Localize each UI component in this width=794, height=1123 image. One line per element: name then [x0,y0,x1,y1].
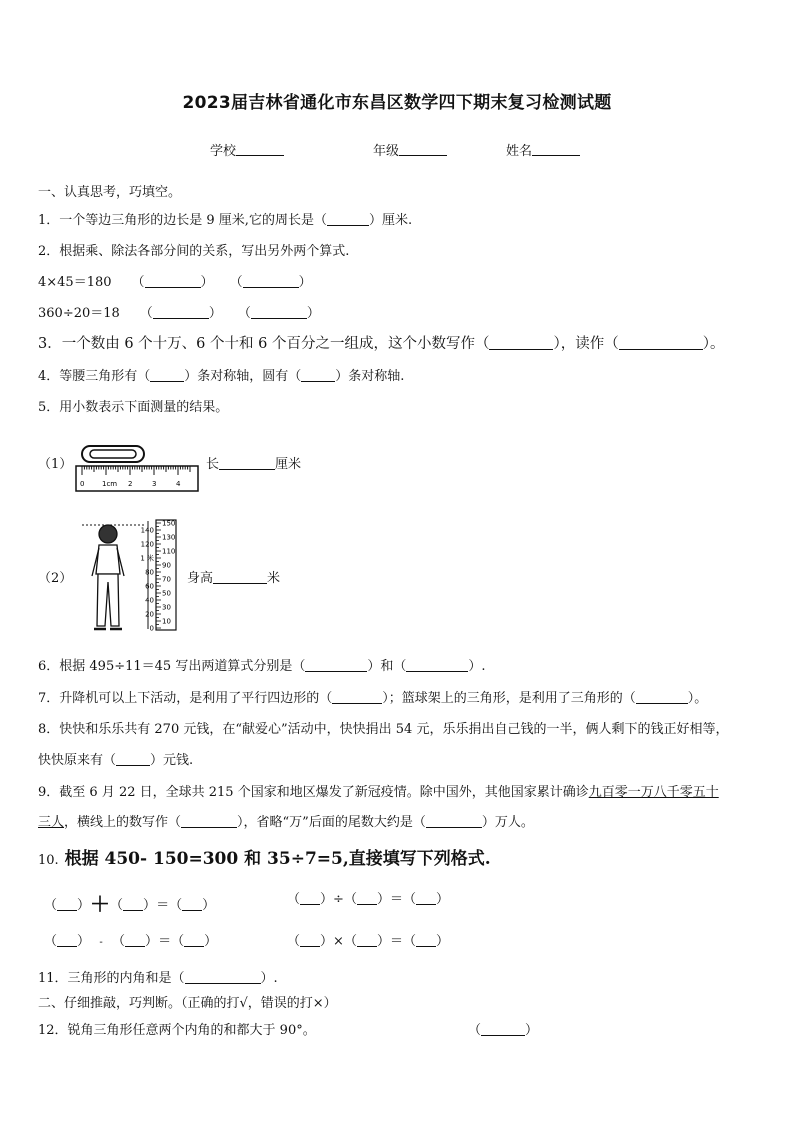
question-1: 1．一个等边三角形的边长是 9 厘米,它的周长是（ ）厘米. [38,213,413,228]
grade-field[interactable] [373,140,447,159]
ruler-tick-label: 2 [128,480,133,488]
question-2-eq1: 4×45＝180 （ ） （ ） [38,275,312,290]
q10-row2-right: （ ）×（ ）＝（ ） [287,934,450,949]
child-figure [92,525,124,629]
question-2: 2．根据乘、除法各部分间的关系，写出另外两个算式. [38,244,350,259]
scale-right-label: 130 [162,533,176,542]
question-11: 11．三角形的内角和是（ ）. [38,971,278,986]
grade-label: 年级 [373,144,400,159]
paperclip-inner [90,450,136,458]
scale-right-label: 50 [162,589,171,598]
question-7: 7．升降机可以上下活动，是利用了平行四边形的（ ）；篮球架上的三角形，是利用了三角形的（ ）。 [38,691,708,706]
scale-left-label: 1 米 [140,554,154,563]
ruler-tick-label: 1cm [102,480,118,488]
school-field[interactable] [210,140,284,159]
q5-part2-answer: 身高 米 [187,571,281,586]
question-12-answer[interactable]: （ ） [468,1023,539,1038]
question-6: 6．根据 495÷11＝45 写出两道算式分别是（ ）和（ ）. [38,659,486,674]
q5-part1-answer: 长 厘米 [206,457,302,472]
scale-left-label: 0 [149,624,154,633]
q10-row1-right: （ ）÷（ ）＝（ ） [287,892,450,907]
section-heading-fill-blank: 一、认真思考，巧填空。 [38,185,182,200]
paperclip-outer [82,446,144,462]
ruler-tick-label: 4 [176,480,181,488]
question-5: 5．用小数表示下面测量的结果。 [38,400,229,415]
ruler-tick-label: 0 [80,480,85,488]
question-3: 3．一个数由 6 个十万、6 个十和 6 个百分之一组成，这个小数写作（ ），读作（ ）。 [38,336,725,352]
scale-left-label: 40 [145,596,154,605]
q5-part2-label: （2） [38,571,73,586]
height-measure-figure [80,518,186,636]
question-4: 4．等腰三角形有（ ）条对称轴，圆有（ ）条对称轴. [38,369,405,384]
question-9-line2: 三人，横线上的数写作（ ），省略“万”后面的尾数大约是（ ）万人。 [38,815,534,830]
question-10: 10. 根据 450- 150=300 和 35÷7=5,直接填写下列格式. [38,849,491,869]
q10-row2-left: （ ） - （ ）＝（ ） [44,934,218,949]
school-label: 学校 [210,144,237,159]
scale-left-label: 60 [145,582,154,591]
q10-row1-left: （ ）＋（ ）＝（ ） [44,892,216,916]
scale-right-label: 90 [162,561,171,570]
q5-part1-label: （1） [38,457,73,472]
name-field[interactable] [506,140,580,159]
name-label: 姓名 [506,144,533,159]
scale-right-label: 110 [162,547,176,556]
scale-left-label: 120 [140,540,154,549]
question-12: 12．锐角三角形任意两个内角的和都大于 90°。 [38,1023,316,1038]
ruler-paperclip-figure [72,438,204,496]
section-heading-judge: 二、仔细推敲，巧判断。（正确的打√，错误的打×） [38,996,337,1011]
scale-right-label: 30 [162,603,171,612]
scale-right-label: 70 [162,575,171,584]
scale-left-label: 20 [145,610,154,619]
question-8-line1: 8．快快和乐乐共有 270 元钱，在“献爱心”活动中，快快捐出 54 元，乐乐捐出自己钱的一半，俩人剩下的钱正好相等， [38,722,729,737]
scale-right-label: 10 [162,617,171,626]
page-title: 2023届吉林省通化市东昌区数学四下期末复习检测试题 [182,93,612,113]
ruler-tick-label: 3 [152,480,157,488]
question-9-line1: 9．截至 6 月 22 日，全球共 215 个国家和地区爆发了新冠疫情。除中国外，其他国家累计确诊九百零一万八千零五十 [38,785,719,800]
scale-left-label: 140 [140,526,154,535]
scale-left-label: 80 [145,568,154,577]
question-2-eq2: 360÷20＝18 （ ） （ ） [38,306,320,321]
question-8-line2: 快快原来有（ ）元钱. [38,753,194,768]
scale-right-label: 150 [162,519,176,528]
